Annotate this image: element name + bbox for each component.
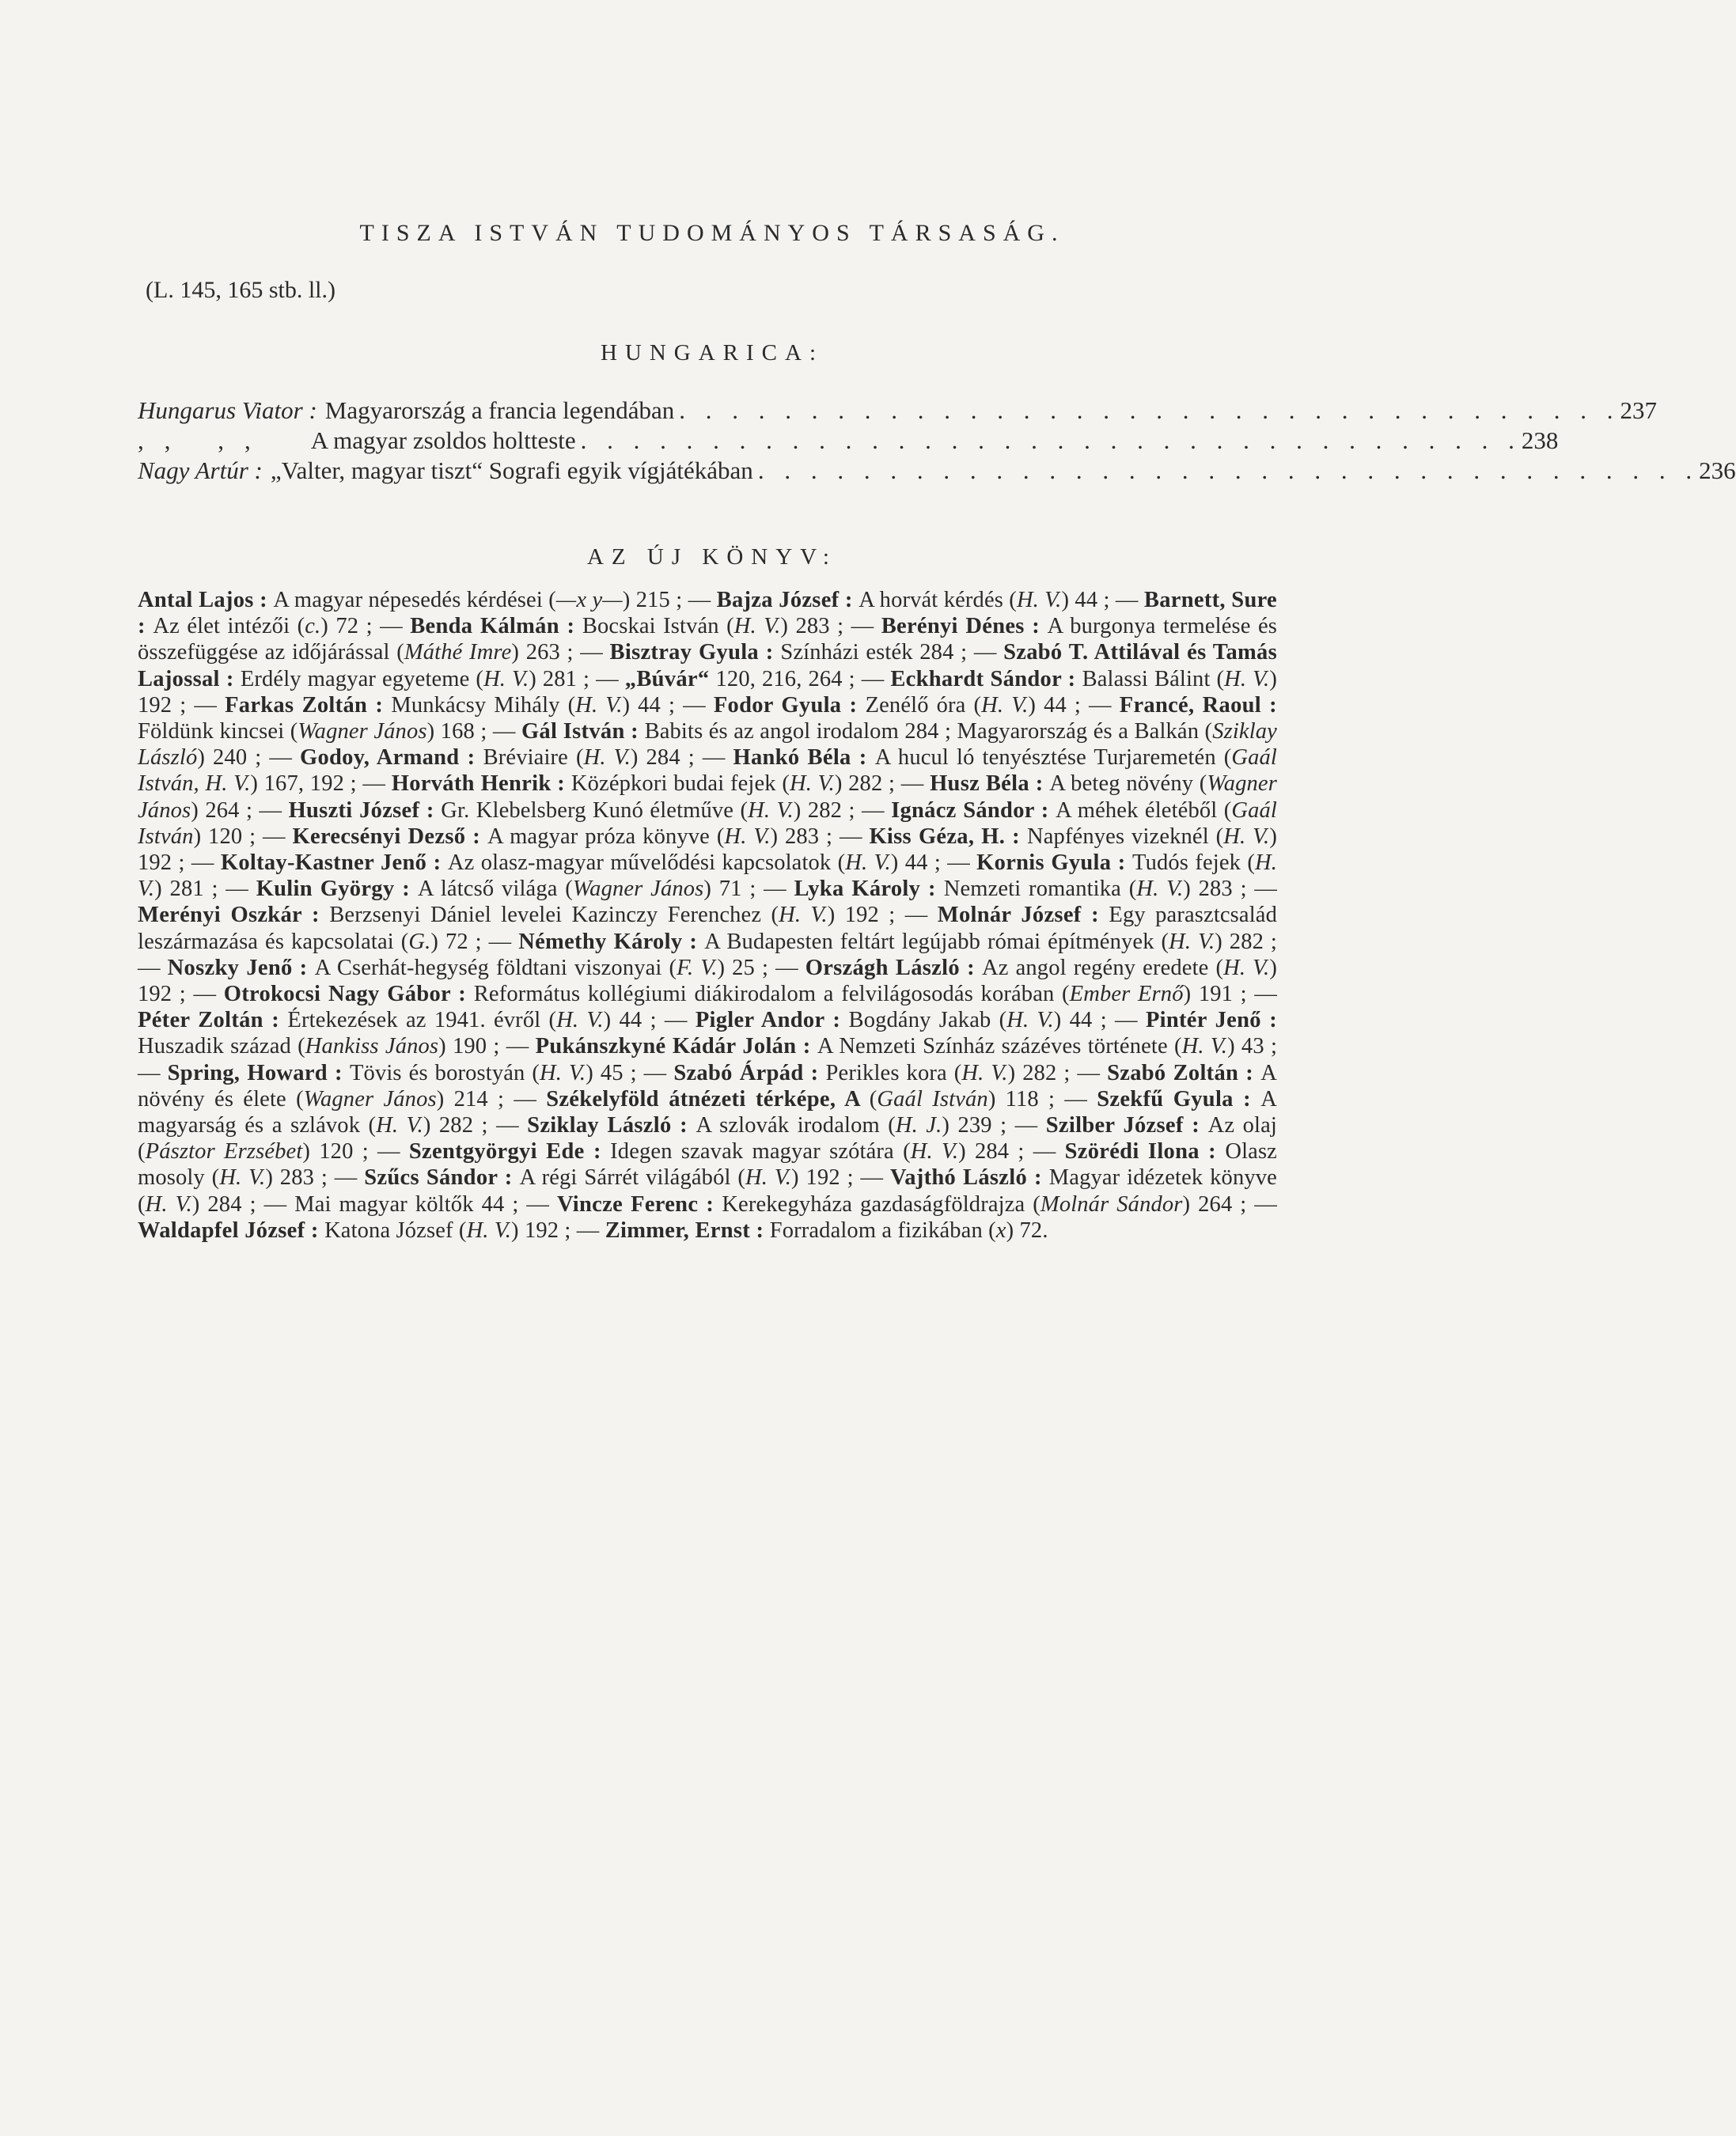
- entry-reviewer: G.: [408, 929, 431, 954]
- entry-text: ) 192 ; —: [138, 955, 1277, 1007]
- entry-reviewer: Wagner János: [572, 877, 704, 902]
- entry-author: Antal Lajos :: [138, 588, 274, 612]
- entry-reviewer: H. V.: [733, 614, 781, 639]
- entry-reviewer: H. V.: [145, 1191, 192, 1217]
- entry-text: Napfényes vizeknél (: [1026, 824, 1224, 849]
- entry-text: ) 72.: [1006, 1218, 1048, 1243]
- entry-author: Pigler Andor :: [695, 1008, 849, 1033]
- entry-author: Szabó Árpád :: [673, 1060, 826, 1085]
- entry-author: Bisztray Gyula :: [609, 640, 781, 665]
- entry-author: Benda Kálmán :: [410, 614, 582, 639]
- entry-text: A magyar népesedés kérdései (: [273, 588, 556, 612]
- entry-author: Péter Zoltán :: [138, 1008, 288, 1033]
- entry-text: A növény és élete (: [138, 1060, 1277, 1112]
- dot-leader: . . . . . . . . . . . . . . . . . . . . . . . . . . . . . . . . . . . .: [679, 396, 1620, 424]
- entry-text: ) 284 ; —: [958, 1139, 1065, 1165]
- entry-reviewer: H. V.: [1016, 588, 1062, 612]
- entry-author: Szabó Zoltán :: [1107, 1060, 1261, 1085]
- entry-text: Nemzeti romantika (: [943, 877, 1137, 902]
- entry-text: ) 192 ; —: [827, 903, 938, 928]
- entry-author: Molnár József :: [937, 903, 1109, 928]
- entry-text: ) 72 ; —: [320, 614, 411, 639]
- entry-author: Hankó Béla :: [733, 745, 875, 771]
- entry-text: ) 282 ; —: [138, 929, 1277, 980]
- entry-text: Bogdány Jakab (: [848, 1008, 1007, 1033]
- entry-reviewer: H. V.: [724, 824, 771, 849]
- entry-text: Az élet intézői (: [153, 614, 305, 639]
- entry-text: ) 44 ; —: [890, 850, 977, 876]
- entry-text: A Budapesten feltárt legújabb római építmények (: [704, 929, 1169, 954]
- entry-text: ) 284 ; —: [630, 745, 733, 771]
- entry-text: Középkori budai fejek (: [570, 771, 790, 797]
- entry-text: A beteg növény (: [1049, 771, 1207, 797]
- entry-text: ) 264 ; —: [191, 797, 289, 823]
- entry-author: Székelyföld átnézeti térképe, A: [546, 1086, 870, 1112]
- entry-reviewer: Pásztor Erzsébet: [145, 1139, 303, 1165]
- entry-text: ) 120 ; —: [302, 1139, 409, 1165]
- entry-author: Horváth Henrik :: [391, 771, 571, 797]
- entry-reviewer: H. V.: [1224, 666, 1270, 691]
- entry-reviewer: Gaál István: [877, 1086, 988, 1112]
- entry-author: Szörédi Ilona :: [1064, 1139, 1226, 1165]
- entry-text: A hucul ló tenyésztése Turjaremetén (: [874, 745, 1232, 771]
- entry-author: Szabó T. Attilával és Tamás Lajossal :: [138, 640, 1277, 691]
- uj-konyv-heading: AZ ÚJ KÖNYV:: [586, 544, 837, 570]
- entry-author: Otrokocsi Nagy Gábor :: [223, 982, 474, 1007]
- entry-reviewer: H. V.: [138, 850, 1277, 902]
- entry-reviewer: H. V.: [575, 692, 623, 718]
- entry-reviewer: Sziklay László: [138, 719, 1277, 771]
- entry-author: Noszky Jenő :: [167, 955, 315, 980]
- entry-text: ) 283 ; —: [265, 1165, 365, 1191]
- entry-reviewer: x: [995, 1218, 1006, 1243]
- entry-reviewer: H. V.: [1006, 1008, 1054, 1033]
- entry-text: A méhek életéből (: [1056, 797, 1232, 823]
- entry-reviewer: H. V.: [540, 1060, 586, 1085]
- entry-reviewer: H. V.: [1169, 929, 1215, 954]
- reference-note: (L. 145, 165 stb. ll.): [146, 277, 335, 303]
- entry-text: ) 282 ; —: [793, 797, 892, 823]
- entry-author: „Búvár“: [624, 666, 716, 691]
- entry-text: A magyarság és a szlávok (: [138, 1086, 1277, 1138]
- entry-author: Kulin György :: [256, 877, 418, 902]
- entry-text: Munkácsy Mihály (: [391, 692, 576, 718]
- entry-reviewer: H. V.: [981, 692, 1029, 718]
- entry-text: Tudós fejek (: [1132, 850, 1255, 876]
- entry-author: Merényi Oszkár :: [138, 903, 330, 928]
- entry-text: ) 264 ; —: [1182, 1191, 1277, 1217]
- entry-text: A szlovák irodalom (: [696, 1113, 896, 1138]
- entry-author: Berényi Dénes :: [881, 614, 1048, 639]
- entry-author: Nagy Artúr :: [138, 456, 263, 484]
- hungarica-heading: HUNGARICA:: [600, 340, 824, 365]
- entry-author: Lyka Károly :: [794, 877, 944, 902]
- entry-reviewer: Wagner János: [138, 771, 1277, 823]
- entry-text: ) 282 ; —: [1007, 1060, 1108, 1085]
- entry-text: Az angol regény eredete (: [982, 955, 1224, 980]
- entry-author: Fodor Gyula :: [713, 692, 866, 718]
- hungarica-entry: [138, 396, 1658, 426]
- entry-reviewer: Wagner János: [303, 1086, 437, 1112]
- entry-text: A burgonya termelése és összefüggése az időjárással (: [138, 614, 1278, 665]
- entry-text: ) 25 ; —: [717, 955, 805, 980]
- entry-reviewer: Hankiss János: [305, 1034, 439, 1059]
- entry-author: Husz Béla :: [930, 771, 1050, 797]
- entry-text: (: [869, 1086, 877, 1112]
- entry-text: A Cserhát-hegység földtani viszonyai (: [314, 955, 677, 980]
- entry-text: Olasz mosoly (: [138, 1139, 1277, 1191]
- entry-reviewer: H. V.: [1181, 1034, 1228, 1059]
- entry-reviewer: H. V.: [910, 1139, 959, 1165]
- entry-text: Perikles kora (: [825, 1060, 962, 1085]
- entry-text: ) 215 ; —: [622, 588, 717, 612]
- entry-text: Az olaj (: [138, 1113, 1277, 1165]
- entry-text: ) 45 ; —: [586, 1060, 674, 1085]
- entry-text: ) 120 ; —: [193, 824, 293, 849]
- entry-reviewer: Wagner János: [298, 719, 427, 744]
- entry-text: 120, 216, 264 ; —: [715, 666, 891, 691]
- entry-author: Gál István :: [521, 719, 645, 744]
- entry-text: ) 214 ; —: [436, 1086, 547, 1112]
- entry-author: Koltay-Kastner Jenő :: [220, 850, 448, 876]
- dot-leader: . . . . . . . . . . . . . . . . . . . . . . . . . . . . . . . . . . . .: [757, 456, 1700, 484]
- entry-author: Szilber József :: [1045, 1113, 1208, 1138]
- entry-text: ) 190 ; —: [438, 1034, 536, 1059]
- entry-text: Zenélő óra (: [865, 692, 982, 718]
- hungarica-entry: [138, 456, 1736, 486]
- entry-reviewer: H. V.: [583, 745, 631, 771]
- hungarica-entry: [138, 426, 1559, 456]
- entry-text: ) 192 ; —: [791, 1165, 890, 1191]
- entry-page: 236: [1699, 456, 1736, 484]
- entry-text: ) 43 ; —: [138, 1034, 1278, 1085]
- entry-text: ) 282 ; —: [423, 1113, 528, 1138]
- entry-text: ) 168 ; —: [426, 719, 521, 744]
- entry-text: ) 71 ; —: [703, 877, 794, 902]
- entry-text: ) 191 ; —: [1183, 982, 1277, 1007]
- entry-author: Kerecsényi Dezső :: [292, 824, 488, 849]
- entry-text: ) 284 ; — Mai magyar költők 44 ; —: [191, 1191, 557, 1217]
- entry-author: Francé, Raoul :: [1119, 692, 1277, 718]
- entry-reviewer: Molnár Sándor: [1040, 1191, 1183, 1217]
- entry-text: Forradalom a fizikában (: [769, 1218, 996, 1243]
- entry-author: Huszti József :: [288, 797, 442, 823]
- entry-author: Waldapfel József :: [138, 1218, 325, 1243]
- entry-text: ) 282 ; —: [834, 771, 931, 797]
- entry-reviewer: H. V.: [556, 1008, 604, 1033]
- entry-author: Pintér Jenő :: [1145, 1008, 1277, 1033]
- entry-text: ) 263 ; —: [511, 640, 610, 665]
- entry-reviewer: H. V.: [1223, 955, 1270, 980]
- entry-text: Babits és az angol irodalom 284 ; Magyarország és a Balkán (: [644, 719, 1213, 744]
- entry-reviewer: F. V.: [677, 955, 718, 980]
- entry-text: A látcső világa (: [417, 877, 573, 902]
- entry-reviewer: Gaál István, H. V.: [138, 745, 1277, 797]
- entry-reviewer: H. V.: [1223, 824, 1270, 849]
- ditto-marks: ,, ,,: [138, 426, 271, 454]
- entry-text: Egy parasztcsalád leszármazása és kapcsolatai (: [138, 903, 1277, 954]
- entry-author: Pukánszkyné Kádár Jolán :: [535, 1034, 817, 1059]
- entry-reviewer: H. V.: [219, 1165, 266, 1191]
- entry-text: Értekezések az 1941. évről (: [287, 1008, 557, 1033]
- entry-text: Magyar idézetek könyve (: [138, 1165, 1277, 1217]
- entry-text: A Nemzeti Színház százéves története (: [817, 1034, 1182, 1059]
- entry-page: 237: [1620, 396, 1658, 424]
- entry-text: ) 192 ; —: [138, 666, 1277, 718]
- entry-text: Huszadik század (: [138, 1034, 305, 1059]
- entry-reviewer: H. V.: [376, 1113, 423, 1138]
- entry-text: Bréviaire (: [483, 745, 584, 771]
- entry-title: Magyarország a francia legendában: [324, 396, 675, 424]
- hungarica-list: [138, 396, 1736, 486]
- entry-reviewer: H. V.: [483, 666, 529, 691]
- uj-konyv-paragraph: [138, 587, 1277, 1244]
- entry-author: Ignácz Sándor :: [891, 797, 1056, 823]
- entry-text: A horvát kérdés (: [859, 588, 1017, 612]
- entry-text: Katona József (: [324, 1218, 467, 1243]
- entry-text: ) 239 ; —: [942, 1113, 1046, 1138]
- entry-text: ) 44 ; —: [1028, 692, 1120, 718]
- entry-reviewer: Máthé Imre: [404, 640, 512, 665]
- entry-reviewer: H. V.: [789, 771, 835, 797]
- entry-reviewer: Ember Ernő: [1069, 982, 1184, 1007]
- entry-text: Erdély magyar egyeteme (: [240, 666, 484, 691]
- entry-text: ) 283 ; —: [1183, 877, 1278, 902]
- society-heading: TISZA ISTVÁN TUDOMÁNYOS TÁRSASÁG.: [359, 220, 1065, 246]
- entry-author: Vajthó László :: [889, 1165, 1049, 1191]
- entry-text: A magyar próza könyve (: [487, 824, 725, 849]
- entry-text: ) 44 ; —: [603, 1008, 696, 1033]
- entry-reviewer: H. V.: [745, 1165, 792, 1191]
- entry-author: Országh László :: [805, 955, 983, 980]
- entry-author: Hungarus Viator :: [138, 396, 317, 424]
- entry-author: Szentgyörgyi Ede :: [408, 1139, 611, 1165]
- entry-text: ) 167, 192 ; —: [250, 771, 392, 797]
- entry-text: Bocskai István (: [582, 614, 734, 639]
- entry-author: Kiss Géza, H. :: [869, 824, 1027, 849]
- entry-reviewer: H. V.: [748, 797, 794, 823]
- entry-text: Idegen szavak magyar szótára (: [610, 1139, 911, 1165]
- entry-reviewer: H. V.: [961, 1060, 1008, 1085]
- entry-reviewer: c.: [305, 614, 321, 639]
- entry-author: Szekfű Gyula :: [1097, 1086, 1261, 1112]
- entry-author: Kornis Gyula :: [976, 850, 1133, 876]
- entry-text: ) 281 ; —: [154, 877, 256, 902]
- entry-reviewer: H. V.: [466, 1218, 512, 1243]
- entry-text: ) 44 ; —: [1061, 588, 1144, 612]
- entry-text: ) 44 ; —: [622, 692, 714, 718]
- entry-text: ) 192 ; —: [138, 824, 1277, 876]
- entry-author: Bajza József :: [716, 588, 859, 612]
- entry-author: Szűcs Sándor :: [364, 1165, 520, 1191]
- entry-text: ) 118 ; —: [987, 1086, 1097, 1112]
- entry-text: ) 192 ; —: [511, 1218, 605, 1243]
- entry-text: Balassi Bálint (: [1082, 666, 1225, 691]
- entry-reviewer: H. V.: [845, 850, 891, 876]
- entry-author: Barnett, Sure :: [138, 588, 1277, 639]
- entry-text: ) 72 ; —: [430, 929, 519, 954]
- entry-reviewer: H. V.: [1136, 877, 1184, 902]
- entry-text: ) 281 ; —: [529, 666, 625, 691]
- entry-text: Berzsenyi Dániel levelei Kazinczy Ferenchez (: [329, 903, 779, 928]
- dot-leader: . . . . . . . . . . . . . . . . . . . . . . . . . . . . . . . . . . . .: [580, 426, 1522, 454]
- entry-text: ) 44 ; —: [1053, 1008, 1146, 1033]
- entry-author: Vincze Ferenc :: [556, 1191, 722, 1217]
- entry-author: Farkas Zoltán :: [225, 692, 392, 718]
- entry-text: Földünk kincsei (: [138, 719, 298, 744]
- entry-text: ) 283 ; —: [780, 614, 881, 639]
- entry-title: A magyar zsoldos holtteste: [310, 426, 576, 454]
- entry-text: Tövis és borostyán (: [349, 1060, 540, 1085]
- entry-text: ) 283 ; —: [770, 824, 870, 849]
- entry-reviewer: H. V.: [779, 903, 828, 928]
- entry-reviewer: Gaál István: [138, 797, 1277, 849]
- entry-text: Színházi esték 284 ; —: [780, 640, 1004, 665]
- entry-text: A régi Sárrét világából (: [519, 1165, 746, 1191]
- entry-author: Némethy Károly :: [518, 929, 705, 954]
- entry-author: Spring, Howard :: [167, 1060, 350, 1085]
- entry-title: „Valter, magyar tiszt“ Sografi egyik vígjátékában: [270, 456, 753, 484]
- entry-author: Zimmer, Ernst :: [605, 1218, 770, 1243]
- entry-reviewer: —x y—: [555, 588, 623, 612]
- entry-page: 238: [1521, 426, 1559, 454]
- entry-text: Református kollégiumi diákirodalom a felvilágosodás korában (: [473, 982, 1070, 1007]
- entry-author: Eckhardt Sándor :: [890, 666, 1082, 691]
- entry-text: Gr. Klebelsberg Kunó életműve (: [441, 797, 749, 823]
- entry-text: Az olasz-magyar művelődési kapcsolatok (: [447, 850, 846, 876]
- entry-author: Sziklay László :: [527, 1113, 696, 1138]
- entry-reviewer: H. J.: [895, 1113, 942, 1138]
- entry-author: Godoy, Armand :: [300, 745, 483, 771]
- entry-text: Kerekegyháza gazdaságföldrajza (: [722, 1191, 1040, 1217]
- entry-text: ) 240 ; —: [197, 745, 301, 771]
